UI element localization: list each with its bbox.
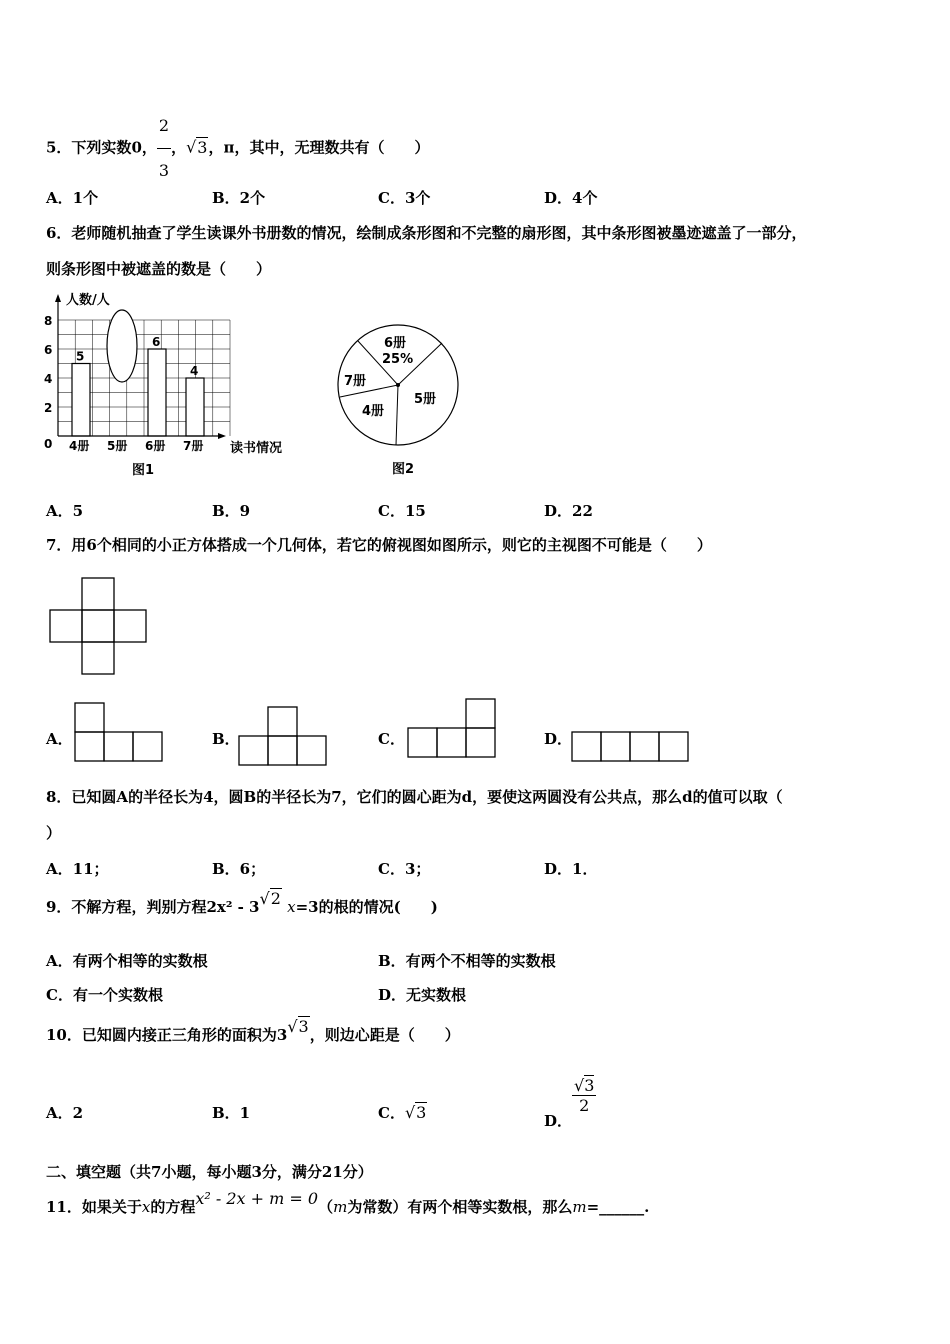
cube-face <box>437 728 466 757</box>
q7-stem: 7．用6个相同的小正方体搭成一个几何体，若它的俯视图如图所示，则它的主视图不可能是（ ） <box>46 536 712 554</box>
q9-stem-prefix: 9．不解方程，判别方程2x² - 3 <box>46 898 260 916</box>
top-view-square <box>82 642 114 674</box>
x-tick-label: 4册 <box>69 439 90 453</box>
q10-option-d-label: D． <box>544 1111 573 1130</box>
cube-face <box>659 732 688 761</box>
pie-center <box>396 383 400 387</box>
q10-option-c-sqrt <box>405 1102 427 1122</box>
q7-top-view <box>48 574 154 678</box>
q5-sep: ， <box>171 138 187 157</box>
bar-y-arrow <box>55 294 61 302</box>
q11-equation: x² - 2x + m = 0 <box>195 1189 319 1208</box>
q8-option-b: B．6； <box>212 860 266 878</box>
q10-option-a: A．2 <box>46 1104 84 1122</box>
bar-caption: 图1 <box>132 463 155 478</box>
q6-option-b: B．9 <box>212 502 251 520</box>
q7-option-c-figure <box>406 698 500 762</box>
q9-sqrt-sym: √ <box>259 889 270 908</box>
q9-option-b: B．有两个不相等的实数根 <box>378 952 556 970</box>
cube-face <box>75 703 104 732</box>
q5-option-c: C．3个 <box>378 189 431 207</box>
q5-sqrt-sym: √ <box>186 137 197 157</box>
pie-label-4: 4册 <box>362 404 385 419</box>
q7-option-a-label: A． <box>46 730 73 748</box>
q8-option-a: A．11； <box>46 860 109 878</box>
q5-stem <box>46 104 429 193</box>
q5-stem-suffix: ，π，其中，无理数共有（ ） <box>208 138 430 157</box>
x-tick-label: 5册 <box>107 439 128 453</box>
q5-sqrt <box>186 137 208 157</box>
bar-origin: 0 <box>44 437 53 451</box>
q10-sqrt-sym: √ <box>287 1017 298 1036</box>
pie-label-6: 6册 <box>384 336 407 351</box>
cube-face <box>133 732 162 761</box>
q7-option-b-label: B． <box>212 730 240 748</box>
q9-stem <box>46 889 438 917</box>
q10-sqrt-val: 3 <box>298 1017 309 1036</box>
q6-option-a: A．5 <box>46 502 84 520</box>
y-tick-label: 4 <box>44 372 53 386</box>
top-view-square <box>114 610 146 642</box>
q7-option-a-figure <box>74 702 166 764</box>
q10-d-num <box>572 1076 596 1096</box>
q8-stem-line1: 8．已知圆A的半径长为4，圆B的半径长为7，它们的圆心距为d，要使这两圆没有公共点，那么d的值可以取（ <box>46 788 783 806</box>
q5-option-a: A．1个 <box>46 189 99 207</box>
y-tick-label: 6 <box>44 343 53 357</box>
q11-var-m2: m <box>572 1198 587 1216</box>
q8-option-d: D．1． <box>544 860 598 878</box>
pie-caption: 图2 <box>392 462 415 477</box>
q6-bar-chart <box>40 290 310 482</box>
q5-frac-den: 3 <box>158 161 170 180</box>
y-tick-label: 8 <box>44 314 53 328</box>
bar <box>72 364 90 437</box>
q9-sqrt <box>260 889 282 908</box>
x-tick-label: 6册 <box>145 439 166 453</box>
q11-stem-prefix: 11．如果关于 <box>46 1198 142 1216</box>
q6-stem-line1: 6．老师随机抽查了学生读课外书册数的情况，绘制成条形图和不完整的扇形图，其中条形图被墨迹遮盖了一部分， <box>46 224 807 242</box>
q11-stem-suffix: 为常数）有两个相等实数根，那么 <box>347 1198 573 1216</box>
bar <box>148 349 166 436</box>
cube-face <box>268 736 297 765</box>
pie-label-7: 7册 <box>344 374 367 389</box>
q7-option-d-label: D． <box>544 730 573 748</box>
q10-option-b: B．1 <box>212 1104 251 1122</box>
q5-stem-prefix: 5．下列实数0， <box>46 138 157 157</box>
cube-face <box>630 732 659 761</box>
q9-option-c: C．有一个实数根 <box>46 986 163 1004</box>
q11-var-x: x <box>141 1198 151 1216</box>
cube-face <box>408 728 437 757</box>
q6-option-c: C．15 <box>378 502 426 520</box>
bar-value-label: 5 <box>76 349 85 364</box>
q10-c-sqrt-val: 3 <box>416 1103 427 1122</box>
q11-stem <box>46 1189 650 1217</box>
q10-option-d <box>544 1076 596 1130</box>
bar-value-label: 6 <box>152 335 161 349</box>
q7-option-d-figure <box>570 730 692 764</box>
q5-frac-num: 2 <box>157 104 171 149</box>
q9-sqrt-val: 2 <box>270 889 281 908</box>
q11-stem-end: =______. <box>586 1198 650 1216</box>
q10-stem <box>46 1017 460 1045</box>
cube-face <box>572 732 601 761</box>
bar-x-arrow <box>218 433 226 439</box>
bar-y-label: 人数/人 <box>66 293 110 308</box>
q9-stem-suffix: =3的根的情况( ) <box>295 898 438 916</box>
top-view-square <box>82 610 114 642</box>
ink-blot <box>107 310 137 382</box>
q6-pie-chart <box>330 315 470 480</box>
cube-face <box>104 732 133 761</box>
cube-face <box>466 728 495 757</box>
q10-option-c-label: C． <box>378 1104 405 1122</box>
pie-label-25: 25% <box>382 352 414 367</box>
q10-d-sqrt-val: 3 <box>584 1076 595 1095</box>
cube-face <box>601 732 630 761</box>
q10-d-den: 2 <box>579 1096 590 1115</box>
q11-paren-open: （ <box>318 1198 334 1216</box>
q10-d-sqrt-sym: √ <box>574 1076 585 1095</box>
x-tick-label: 7册 <box>183 439 204 453</box>
q8-stem-line2: ） <box>46 824 62 842</box>
q11-stem-mid: 的方程 <box>150 1198 196 1216</box>
section-2-title: 二、填空题（共7小题，每小题3分，满分21分） <box>46 1163 373 1181</box>
q9-option-d: D．无实数根 <box>378 986 467 1004</box>
cube-face <box>268 707 297 736</box>
cube-face <box>75 732 104 761</box>
q7-option-c-label: C． <box>378 730 405 748</box>
q10-option-c <box>378 1102 427 1123</box>
q11-var-m: m <box>333 1198 348 1216</box>
cube-face <box>297 736 326 765</box>
q10-option-d-frac <box>572 1076 596 1115</box>
q9-option-a: A．有两个相等的实数根 <box>46 952 208 970</box>
q9-var: x <box>287 898 296 916</box>
bar-x-label: 读书情况 <box>230 441 283 456</box>
cube-face <box>239 736 268 765</box>
cube-face <box>466 699 495 728</box>
q7-option-b-figure <box>238 706 330 768</box>
top-view-square <box>82 578 114 610</box>
q10-stem-prefix: 10．已知圆内接正三角形的面积为3 <box>46 1026 288 1044</box>
top-view-square <box>50 610 82 642</box>
bar <box>186 378 204 436</box>
q5-fraction <box>157 104 171 193</box>
q5-option-b: B．2个 <box>212 189 266 207</box>
bar-value-label: 4 <box>190 364 199 378</box>
q5-sqrt-val: 3 <box>197 137 208 157</box>
q6-stem-line2: 则条形图中被遮盖的数是（ ） <box>46 260 272 278</box>
q8-option-c: C．3； <box>378 860 431 878</box>
pie-label-5: 5册 <box>414 392 437 407</box>
q6-option-d: D．22 <box>544 502 593 520</box>
q10-stem-suffix: ，则边心距是（ ） <box>309 1026 460 1044</box>
q5-option-d: D．4个 <box>544 189 598 207</box>
y-tick-label: 2 <box>44 401 53 415</box>
q10-sqrt <box>287 1017 309 1036</box>
q10-c-sqrt-sym: √ <box>404 1103 416 1122</box>
